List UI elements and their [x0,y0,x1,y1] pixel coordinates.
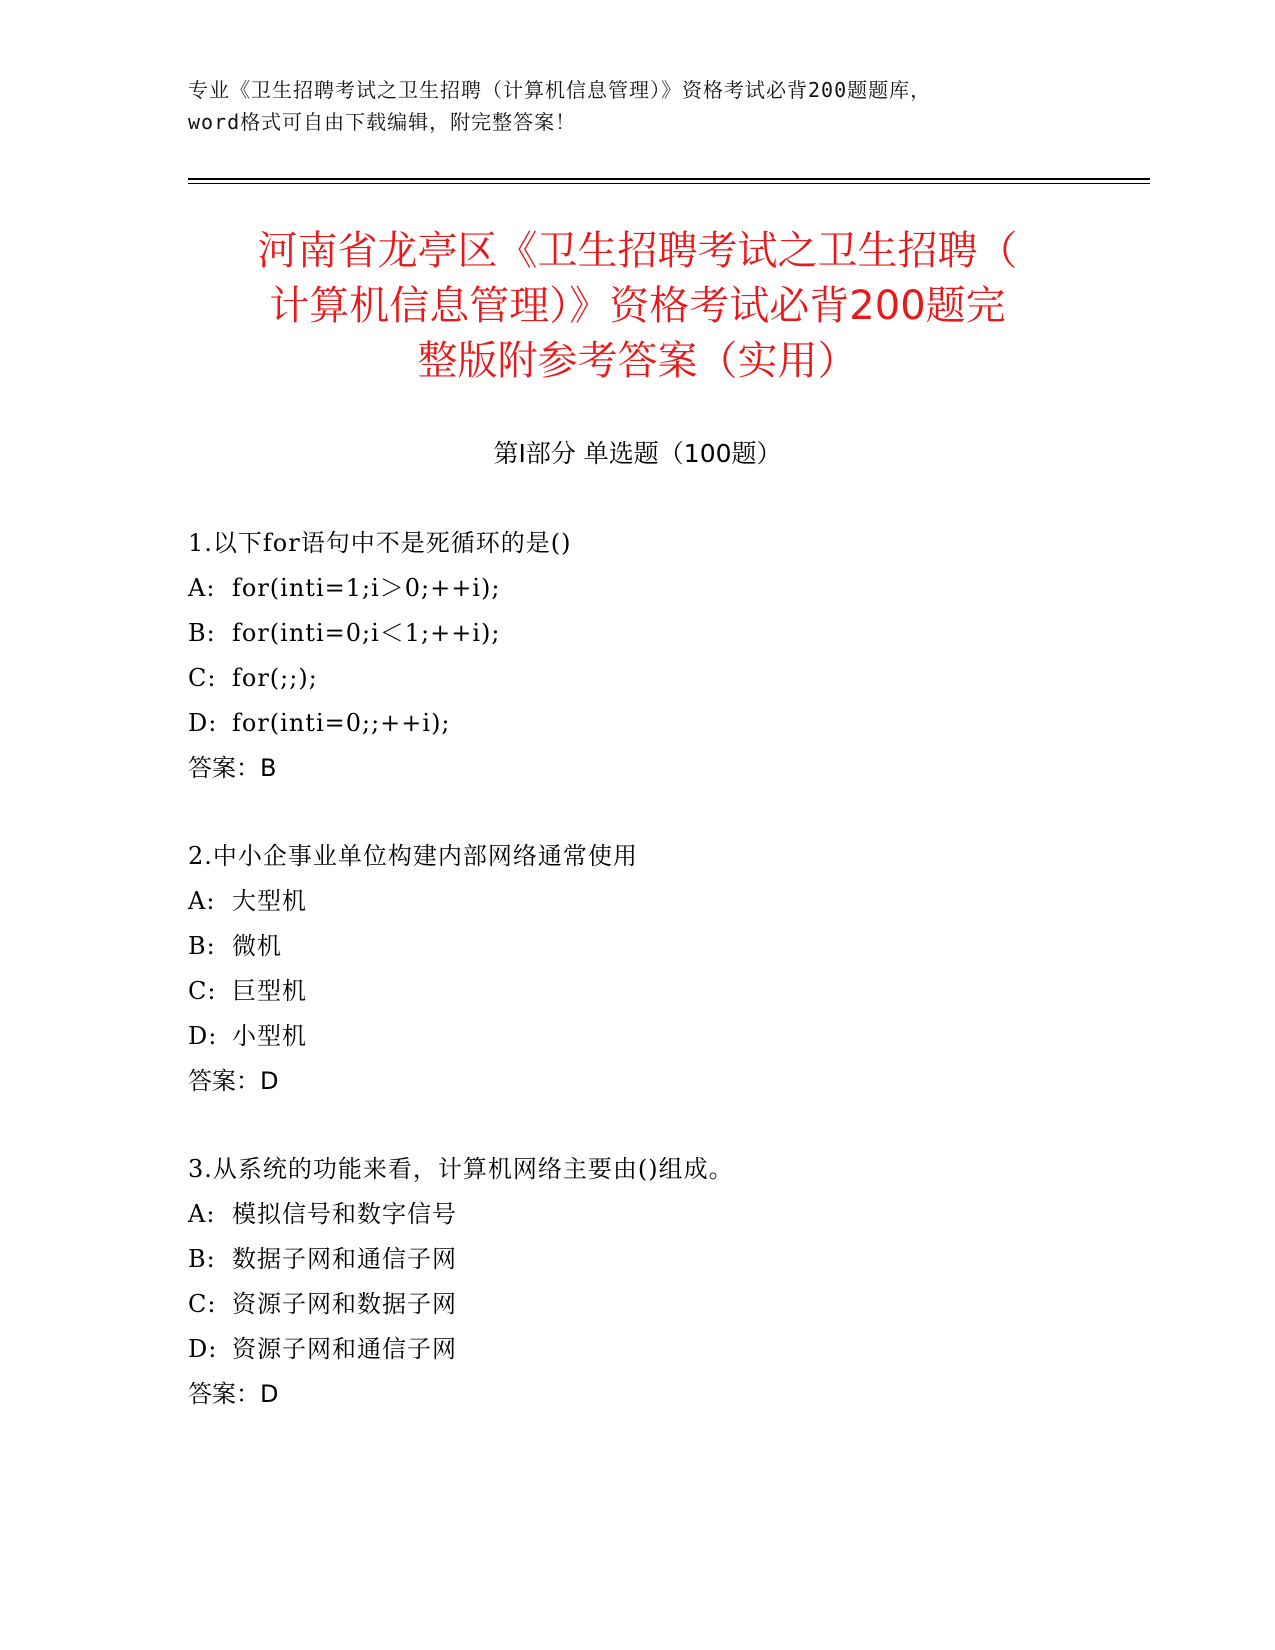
option-key: A: [188,887,216,915]
option-text: 数据子网和通信子网 [232,1245,457,1273]
option-key: B: [188,1245,216,1273]
document-title [150,224,1125,389]
question-stem: 1.以下for语句中不是死循环的是() [188,529,572,557]
header-note-line-1: 专业《卫生招聘考试之卫生招聘（计算机信息管理）》资格考试必背200题题库， [188,78,932,102]
option-text: 巨型机 [232,977,307,1005]
option-key: C: [188,1290,217,1318]
document-title-line-2: 计算机信息管理）》资格考试必背200题完 [269,283,1006,329]
section-title: 第Ⅰ部分 单选题（100题） [493,439,782,468]
option-a [188,566,1088,611]
option-text: 模拟信号和数字信号 [232,1200,457,1228]
answer-line: 答案：B [188,754,277,782]
header-divider-thin [188,183,1150,184]
option-a [188,1192,1088,1237]
option-key: A: [188,1200,216,1228]
document-title-line-3: 整版附参考答案（实用） [417,338,858,384]
option-d [188,1327,1088,1372]
option-b [188,611,1088,656]
option-text: 大型机 [232,887,307,915]
answer-line: 答案：D [188,1067,279,1095]
question-stem: 3.从系统的功能来看，计算机网络主要由()组成。 [188,1155,734,1183]
option-d [188,701,1088,746]
option-text: for(inti=0;i＜1;++i); [232,619,501,647]
option-text: for(inti=1;i＞0;++i); [232,574,501,602]
option-text: 小型机 [232,1022,307,1050]
option-key: C: [188,664,217,692]
answer-line: 答案：D [188,1380,279,1408]
option-a [188,879,1088,924]
option-key: D: [188,1335,218,1363]
option-c [188,656,1088,701]
option-c [188,1282,1088,1327]
question-stem: 2.中小企事业单位构建内部网络通常使用 [188,842,638,870]
option-key: D: [188,1022,218,1050]
header-note [188,74,1088,138]
option-key: B: [188,619,216,647]
document-title-line-1: 河南省龙亭区《卫生招聘考试之卫生招聘（ [257,228,1018,274]
option-text: for(;;); [232,664,318,692]
question-2 [188,834,1088,1104]
option-text: 微机 [232,932,282,960]
header-note-line-2: word格式可自由下载编辑，附完整答案！ [188,110,577,134]
option-text: 资源子网和通信子网 [232,1335,457,1363]
option-c [188,969,1088,1014]
option-key: D: [188,709,218,737]
option-b [188,924,1088,969]
header-divider-thick [188,178,1150,180]
option-text: 资源子网和数据子网 [232,1290,457,1318]
option-d [188,1014,1088,1059]
question-3 [188,1147,1088,1417]
option-key: C: [188,977,217,1005]
option-text: for(inti=0;;++i); [232,709,451,737]
option-key: A: [188,574,216,602]
question-1 [188,521,1088,791]
option-b [188,1237,1088,1282]
option-key: B: [188,932,216,960]
